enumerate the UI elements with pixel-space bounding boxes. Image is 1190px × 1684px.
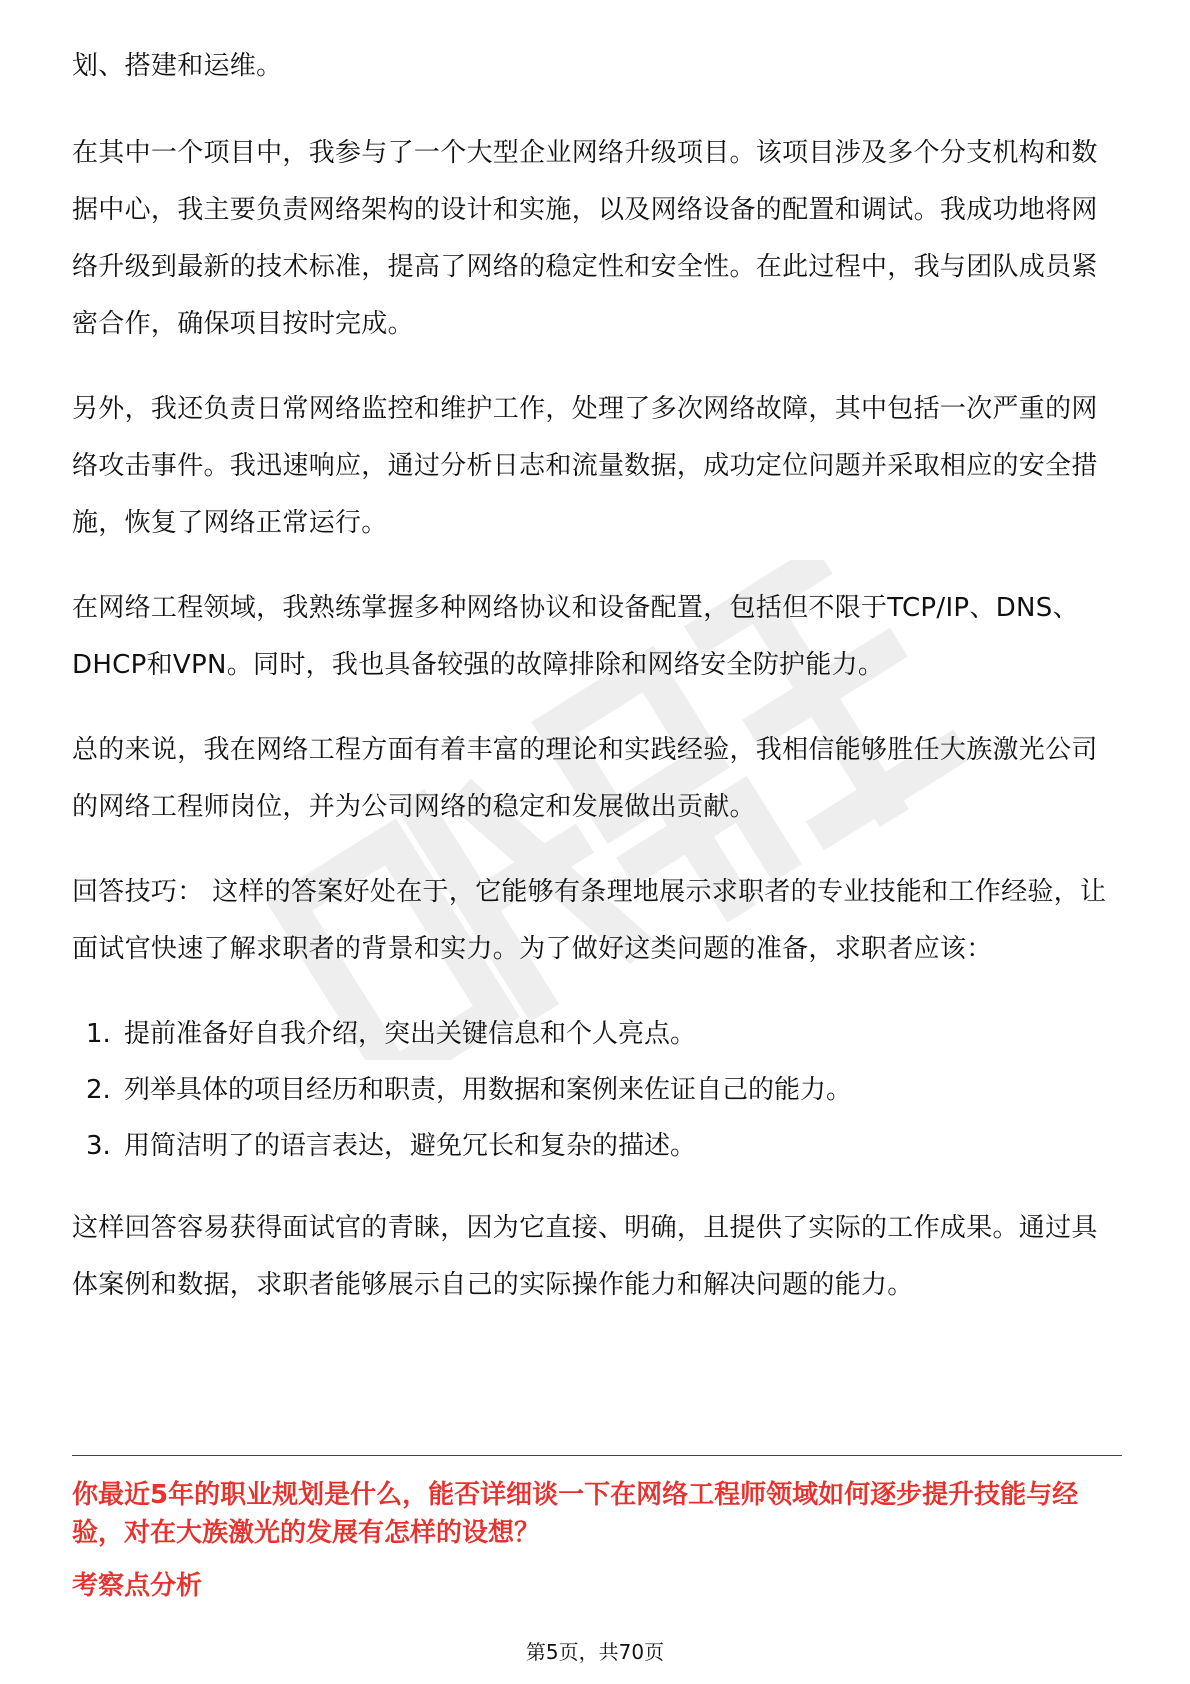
list-item-text: 用简洁明了的语言表达，避免冗长和复杂的描述。 bbox=[124, 1131, 697, 1161]
list-item bbox=[86, 1118, 1122, 1174]
list-item-number: 2. bbox=[86, 1075, 111, 1105]
paragraph-maintenance: 另外，我还负责日常网络监控和维护工作，处理了多次网络故障，其中包括一次严重的网络攻击事件。我迅速响应，通过分析日志和流量数据，成功定位问题并采取相应的安全措施，恢复了网络正常运行。 bbox=[72, 394, 1098, 538]
paragraph-conclusion: 这样回答容易获得面试官的青睐，因为它直接、明确，且提供了实际的工作成果。通过具体案例和数据，求职者能够展示自己的实际操作能力和解决问题的能力。 bbox=[72, 1213, 1098, 1300]
list-item-text: 提前准备好自我介绍，突出关键信息和个人亮点。 bbox=[124, 1019, 697, 1049]
next-question-heading: 你最近5年的职业规划是什么，能否详细谈一下在网络工程师领域如何逐步提升技能与经验，对在大族激光的发展有怎样的设想？ bbox=[72, 1480, 1079, 1548]
list-item-text: 列举具体的项目经历和职责，用数据和案例来佐证自己的能力。 bbox=[124, 1075, 853, 1105]
section-divider bbox=[72, 1455, 1122, 1456]
paragraph-summary: 总的来说，我在网络工程方面有着丰富的理论和实践经验，我相信能够胜任大族激光公司的网络工程师岗位，并为公司网络的稳定和发展做出贡献。 bbox=[72, 735, 1098, 822]
list-item-number: 3. bbox=[86, 1131, 111, 1161]
page-number-footer: 第5页，共70页 bbox=[525, 1640, 665, 1664]
paragraph-project-experience: 在其中一个项目中，我参与了一个大型企业网络升级项目。该项目涉及多个分支机构和数据中心，我主要负责网络架构的设计和实施，以及网络设备的配置和调试。我成功地将网络升级到最新的技术标准，提高了网络的稳定性和安全性。在此过程中，我与团队成员紧密合作，确保项目按时完成。 bbox=[72, 138, 1098, 339]
document-body bbox=[72, 38, 1122, 1342]
list-item-number: 1. bbox=[86, 1019, 111, 1049]
list-item bbox=[86, 1006, 1122, 1062]
list-item bbox=[86, 1062, 1122, 1118]
paragraph-skills: 在网络工程领域，我熟练掌握多种网络协议和设备配置，包括但不限于TCP/IP、DNS、DHCP和VPN。同时，我也具备较强的故障排除和网络安全防护能力。 bbox=[72, 593, 1079, 680]
paragraph-answer-tips: 回答技巧： 这样的答案好处在于，它能够有条理地展示求职者的专业技能和工作经验，让面试官快速了解求职者的背景和实力。为了做好这类问题的准备，求职者应该： bbox=[72, 877, 1107, 964]
tips-list bbox=[72, 1006, 1122, 1174]
paragraph-continuation: 划、搭建和运维。 bbox=[72, 51, 283, 81]
analysis-heading: 考察点分析 bbox=[72, 1571, 203, 1601]
